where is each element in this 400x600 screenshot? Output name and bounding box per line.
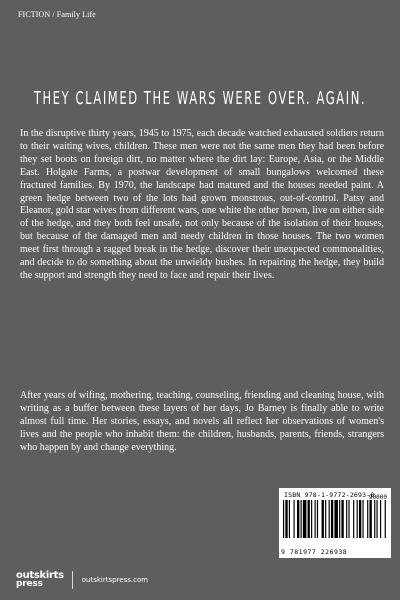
publisher-url: outskirtspress.com [81, 576, 149, 584]
barcode-bar-22 [359, 500, 361, 538]
barcode-bar-2 [289, 500, 290, 538]
barcode-bar-6 [303, 500, 307, 538]
barcode-bar-17 [341, 500, 343, 538]
author-bio-paragraph: After years of wifing, mothering, teaching, counseling, friending and cleaning house, with writing as a buffer between these layers of her days, Jo Barney is finally able to write almost full time. Her stories, essays, and novels all reflect her observations of women's lives and the people who inhabit them: the children, husbands, parents, friends, strangers who happen by and change everything. [20, 390, 384, 453]
barcode-bar-1 [285, 500, 287, 538]
synopsis-paragraph: In the disruptive thirty years, 1945 to 1975, each decade watched exhausted soldiers return to their waiting wives, children. These men were not the same men they had been before they set boots on foreign dirt, no matter where the dirt lay: Europe, Asia, or the Middle East. Holgate Farms, a postwar development of small bungalows welcomed these fractured families. By 1970, the landscape had matured and the houses needed paint. A green hedge between two of the lots had grown monstrous, out-of-control. Patsy and Eleanor, gold star wives from different wars, one white the other brown, live on either side of the hedge, and they both feel unsafe, not only because of the isolation of their houses, but because of the damaged men and needy children in those houses. The two women meet first through a ragged break in the hedge, discover their unexpected commonalities, and decide to do something about the unwieldy bushes. In repairing the hedge, they build the support and strength they need to face and repair their lives. [20, 128, 384, 281]
tagline-heading: THEY CLAIMED THE WARS WERE OVER. AGAIN. [33, 87, 367, 109]
barcode-bar-9 [315, 500, 316, 538]
barcode-bar-10 [317, 500, 318, 538]
barcode-bar-13 [329, 500, 330, 538]
isbn-label: ISBN 978-1-9772-2693-8 [284, 491, 375, 499]
barcode-bar-21 [357, 500, 358, 538]
barcode-bar-20 [353, 500, 354, 538]
barcode-bar-18 [346, 500, 347, 538]
barcode-bar-14 [331, 500, 333, 538]
barcode-bar-7 [308, 500, 310, 538]
barcode-bar-4 [297, 500, 299, 538]
logo-bottom-text: press [16, 579, 43, 589]
barcode-bar-16 [339, 500, 340, 538]
barcode-bar-25 [369, 500, 371, 538]
publisher-block [16, 568, 148, 592]
barcode-bar-0 [283, 500, 284, 538]
barcode-bar-27 [376, 500, 377, 538]
barcode-bars [283, 500, 387, 546]
logo-top-text: outskirts [16, 570, 64, 581]
barcode-bar-8 [311, 500, 312, 538]
category-label: FICTION / Family Life [18, 10, 96, 19]
barcode-bar-15 [334, 500, 338, 538]
isbn-barcode [279, 488, 391, 558]
barcode-bar-12 [325, 500, 326, 538]
barcode-bar-29 [385, 500, 386, 538]
barcode-bar-23 [362, 500, 363, 538]
barcode-bar-26 [374, 500, 375, 538]
barcode-bar-11 [322, 500, 324, 538]
barcode-bar-5 [301, 500, 302, 538]
barcode-bar-3 [294, 500, 295, 538]
price-code: 90000 [368, 494, 387, 501]
publisher-logo [16, 571, 73, 589]
barcode-bar-24 [367, 500, 368, 538]
barcode-bar-28 [380, 500, 381, 538]
ean-digits: 9 781977 226938 [281, 548, 348, 556]
barcode-bar-19 [348, 500, 349, 538]
